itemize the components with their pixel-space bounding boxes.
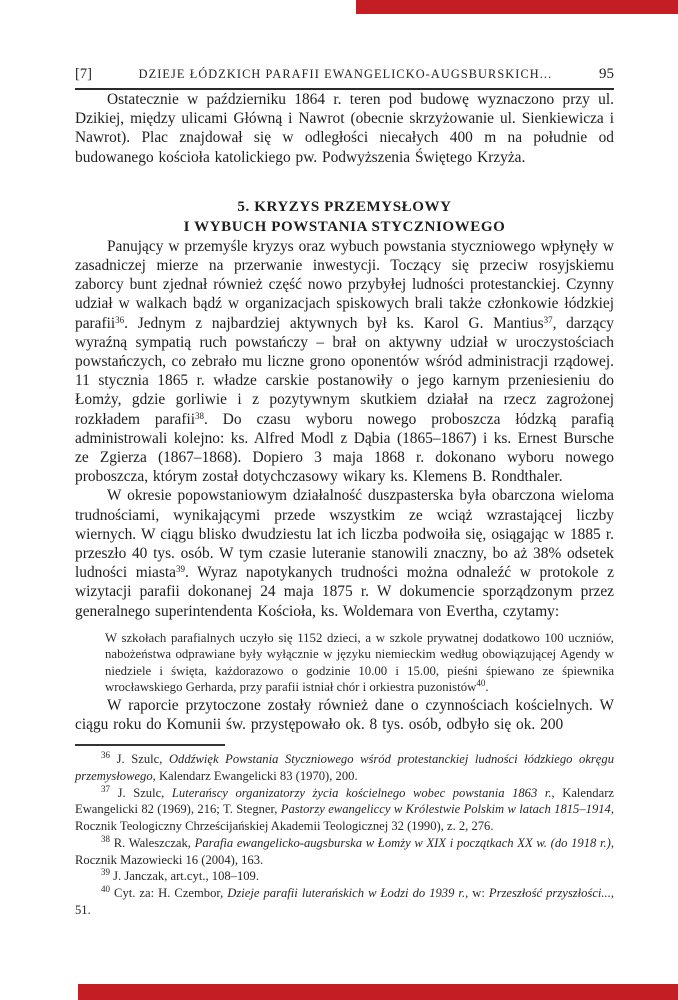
footnote-reference: 39 xyxy=(175,564,185,575)
page-number: 95 xyxy=(599,66,614,82)
section-heading xyxy=(75,197,614,237)
page-content xyxy=(75,0,614,919)
footnote-reference: 37 xyxy=(543,314,553,325)
cited-work-title: Przeszłość przyszłości... xyxy=(488,886,611,901)
section-heading-line-2: I WYBUCH POWSTANIA STYCZNIOWEGO xyxy=(183,218,506,235)
paragraph-location: Ostatecznie w październiku 1864 r. teren pod budowę wyznaczono przy ul. Dzikiej, między ulicami Główną i Nawrot (obecnie skrzyżowanie ul. Sienkiewicza i Nawrot). Plac znajdował się w odległości niecałych 400 m na południe od budowanego kościoła katolickiego pw. Podwyższenia Świętego Krzyża. xyxy=(75,91,614,166)
footnote-39: $^{39}$ J. Janczak, art.cyt., 108–109. xyxy=(101,867,259,884)
paragraph-post-uprising: W okresie popowstaniowym działalność duszpasterska była obarczona wieloma trudnościami, wynikającymi przede wszystkim ze wciąż wzrastającej liczby wiernych. W ciągu blisko dwudziestu lat ich liczba podwoiła się, osiągając w 1885 r. przeszło 40 tys. osób. W tym czasie luteranie stanowili znaczny, bo aż 38% odsetek ludności miasta$^{39}$. Wyraz napotykanych trudności można odnaleźć w protokole z wizytacji parafii dokonanej 24 maja 1875 r. W dokumencie sporządzonym przez generalnego superintendenta Kościoła, ks. Woldemara von Evertha, czytamy: xyxy=(75,487,614,620)
paragraph-crisis-uprising: Panujący w przemyśle kryzys oraz wybuch powstania styczniowego wpłynęły w zasadniczej mierze na przerwanie inwestycji. Toczący się przeciw rosyjskiemu zaborcy bunt zjednał również część nowo przybyłej ludności protestanckiej. Czynny udział w walkach bądź w organizacjach spiskowych brali także członkowie łódzkiej parafii$^{36}$. Jednym z najbardziej aktywnych był ks. Karol G. Mantius$^{37}$, darzący wyraźną sympatią ruch powstańczy – brał on aktywny udział w uroczystościach powstańczych, co zebrało mu liczne grono oponentów wśród administracji rządowej. 11 stycznia 1865 r. władze carskie postanowiły o jego karnym przeniesieniu do Łomży, gdzie gorliwie i z pozytywnym skutkiem działał na rzecz zagrożonej rozkładem parafii$^{38}$. Do czasu wyboru nowego proboszcza łódzką parafią administrowali kolejno: ks. Alfred Modl z Dąbia (1865–1867) i ks. Ernest Bursche ze Zgierza (1867–1868). Dopiero 3 maja 1868 r. dokonano wyboru nowego proboszcza, którym został dotychczasowy wikary ks. Klemens B. Rondthaler. xyxy=(75,237,614,486)
footnote-marker: 37 xyxy=(101,783,110,794)
cited-work-title: Pastorzy ewangeliccy w Królestwie Polskim w latach 1815–1914 xyxy=(280,802,611,817)
cited-work-title: Parafia ewangelicko-augsburska w Łomży w XIX i początkach XX w. (do 1918 r.) xyxy=(194,835,611,850)
footnote-separator xyxy=(75,744,225,746)
scan-artifact-bottom-bar xyxy=(78,984,678,1000)
cited-work-title: Dzieje parafii luterańskich w Łodzi do 1939 r. xyxy=(227,886,466,901)
cited-work-title: Oddźwięk Powstania Styczniowego wśród protestanckiej ludności łódzkiego okręgu przemysłowego xyxy=(75,751,614,783)
footnote-reference: 38 xyxy=(195,410,205,421)
footnote-40: $^{40}$ Cyt. za: H. Czembor, Dzieje parafii luterańskich w Łodzi do 1939 r., w: Przeszłość przyszłości..., 51. xyxy=(75,884,615,918)
footnote-37: $^{37}$ J. Szulc, Luterańscy organizatorzy życia kościelnego wobec powstania 1863 r., Kalendarz Ewangelicki 82 (1969), 216; T. Stegner, Pastorzy ewangeliccy w Królestwie Polskim w latach 1815–1914, Rocznik Teologiczny Chrześcijańskiej Akademii Teologicznej 32 (1990), z. 2, 276. xyxy=(75,783,614,834)
visitation-quote-block: W szkołach parafialnych uczyło się 1152 dzieci, a w szkole prywatnej dodatkowo 100 uczniów, nabożeństwa odprawiane były wyłącznie w języku niemieckim według obowiązującej Agendy w niedziele i święta, każdorazowo o godzinie 10.00 i 15.00, pieśni śpiewano ze śpiewnika wrocławskiego Gerharda, przy parafii istniał chór i orkiestra puzonistów$^{40}$. xyxy=(105,630,614,695)
cited-work-title: Luterańscy organizatorzy życia kościelnego wobec powstania 1863 r. xyxy=(171,785,552,800)
footnote-marker: 38 xyxy=(101,833,110,844)
column-number: [7] xyxy=(75,66,92,82)
footnote-38: $^{38}$ R. Waleszczak, Parafia ewangelicko-augsburska w Łomży w XIX i początkach XX w. (do 1918 r.), Rocznik Mazowiecki 16 (2004), 163. xyxy=(75,833,614,867)
running-title: DZIEJE ŁÓDZKICH PARAFII EWANGELICKO-AUGSBURSKICH... xyxy=(138,67,553,81)
footnote-marker: 36 xyxy=(101,749,110,760)
footnote-marker: 40 xyxy=(101,884,110,895)
footnote-36: $^{36}$ J. Szulc, Oddźwięk Powstania Styczniowego wśród protestanckiej ludności łódzkiego okręgu przemysłowego, Kalendarz Ewangelicki 83 (1970), 200. xyxy=(75,749,614,783)
section-heading-line-1: 5. KRYZYS PRZEMYSŁOWY xyxy=(237,198,452,215)
footnotes-section xyxy=(75,751,614,919)
page-header xyxy=(75,66,614,90)
footnote-marker: 39 xyxy=(101,867,110,878)
paragraph-report: W raporcie przytoczone zostały również dane o czynnościach kościelnych. W ciągu roku do Komunii św. przystępowało ok. 8 tys. osób, odbyło się ok. 200 xyxy=(75,696,614,733)
footnote-reference: 36 xyxy=(115,314,125,325)
footnote-reference: 40 xyxy=(476,678,486,689)
